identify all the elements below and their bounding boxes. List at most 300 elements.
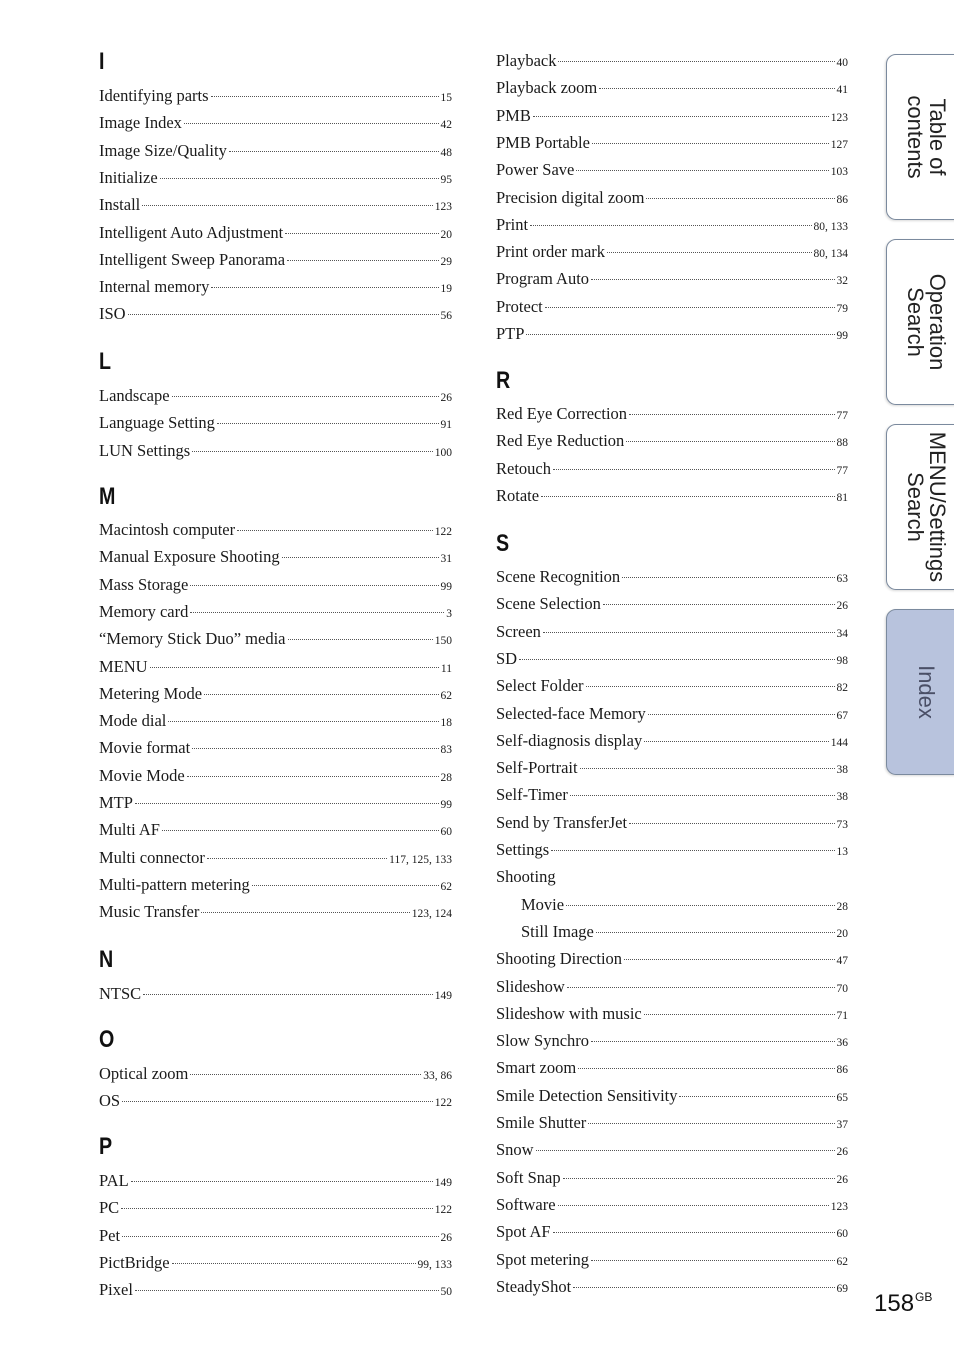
dot-leader <box>192 748 438 749</box>
page-reference[interactable]: 70 <box>836 982 848 995</box>
page-reference[interactable]: 11 <box>440 662 452 675</box>
index-entry[interactable] <box>99 385 452 407</box>
page-reference[interactable]: 98 <box>836 654 848 667</box>
index-term: Self-diagnosis display <box>496 730 643 750</box>
dot-leader <box>168 721 438 722</box>
index-entry[interactable] <box>99 628 452 650</box>
dot-leader <box>566 905 834 906</box>
index-term: PAL <box>99 1171 129 1190</box>
dot-leader <box>190 612 444 613</box>
dot-leader <box>607 252 811 253</box>
index-entry[interactable] <box>99 737 452 759</box>
index-term: Slow Synchro <box>496 1031 590 1051</box>
dot-leader <box>530 225 811 226</box>
page-reference[interactable]: 91 <box>440 419 452 432</box>
page-reference[interactable]: 71 <box>836 1009 848 1022</box>
index-entry[interactable] <box>496 132 848 154</box>
index-entry[interactable] <box>99 847 452 869</box>
section-letter: L <box>99 348 112 375</box>
index-entry[interactable] <box>496 430 848 452</box>
index-term: Print <box>496 214 529 234</box>
index-entry[interactable] <box>99 440 452 462</box>
page-number: $158^{GB}$ <box>874 1290 933 1317</box>
page-reference[interactable]: 26 <box>836 1173 848 1186</box>
page-reference[interactable]: 41 <box>836 84 848 97</box>
dot-leader <box>184 123 439 124</box>
page-reference[interactable]: 3 <box>446 607 452 620</box>
tab-table-of-contents[interactable] <box>886 54 954 220</box>
index-entry[interactable] <box>496 1112 848 1134</box>
page-reference[interactable]: 99 <box>836 330 848 342</box>
index-entry[interactable] <box>99 819 452 841</box>
dot-leader <box>626 441 834 442</box>
dot-leader <box>536 1150 835 1151</box>
page-reference[interactable]: 38 <box>836 764 848 777</box>
index-entry[interactable] <box>496 703 848 725</box>
index-entry[interactable] <box>99 1279 452 1301</box>
index-entry[interactable] <box>496 1167 848 1189</box>
page-reference[interactable]: 62 <box>440 880 452 893</box>
index-term: Playback zoom <box>496 78 598 98</box>
page-reference[interactable]: 26 <box>440 1231 452 1244</box>
index-entry[interactable] <box>496 1085 848 1107</box>
index-entry[interactable] <box>496 1249 848 1271</box>
index-entry[interactable] <box>496 296 848 318</box>
index-term: “Memory Stick Duo” media <box>99 629 286 649</box>
index-term: Protect <box>496 296 543 316</box>
page-reference[interactable]: 62 <box>836 1255 848 1268</box>
index-term: Screen <box>496 621 541 641</box>
dot-leader <box>576 170 828 171</box>
page-reference[interactable]: 99 <box>440 580 452 593</box>
page-reference[interactable]: 37 <box>836 1119 848 1131</box>
index-entry[interactable] <box>99 765 452 787</box>
dot-leader <box>596 932 835 933</box>
index-term: MTP <box>99 793 133 812</box>
page-reference[interactable]: 122 <box>434 526 452 538</box>
dot-leader <box>207 858 387 859</box>
index-term: Smile Detection Sensitivity <box>496 1085 678 1105</box>
dot-leader <box>588 1123 834 1124</box>
index-entry[interactable] <box>99 901 452 923</box>
index-entry[interactable] <box>99 412 452 434</box>
dot-leader <box>646 198 834 199</box>
index-entry[interactable] <box>99 1197 452 1219</box>
dot-leader <box>580 768 835 769</box>
index-entry[interactable] <box>99 546 452 568</box>
index-entry[interactable] <box>99 276 452 298</box>
index-entry[interactable] <box>496 214 848 236</box>
index-entry[interactable] <box>496 1030 848 1052</box>
dot-leader <box>543 632 835 633</box>
page-reference[interactable]: 56 <box>440 310 452 323</box>
dot-leader <box>526 334 834 335</box>
index-term: Smile Shutter <box>496 1113 587 1132</box>
page-reference[interactable]: 99, 133 <box>417 1258 452 1271</box>
tab-label: MENU/Settings Search <box>903 431 950 583</box>
dot-leader <box>541 496 834 497</box>
index-entry[interactable] <box>496 268 848 290</box>
page-reference[interactable]: 82 <box>836 682 848 695</box>
index-term: PMB <box>496 105 531 125</box>
dot-leader <box>558 1205 829 1206</box>
index-term: Software <box>496 1194 556 1214</box>
index-entry[interactable] <box>99 519 452 541</box>
dot-leader <box>288 639 433 640</box>
dot-leader <box>567 987 835 988</box>
index-entry[interactable] <box>99 656 452 678</box>
dot-leader <box>591 279 834 280</box>
dot-leader <box>553 1232 835 1233</box>
dot-leader <box>285 233 438 234</box>
dot-leader <box>211 287 438 288</box>
index-entry[interactable] <box>496 621 848 643</box>
page-reference[interactable]: 15 <box>440 92 452 104</box>
page-reference[interactable]: 20 <box>836 927 848 940</box>
dot-leader <box>135 803 439 804</box>
dot-leader <box>122 1101 433 1102</box>
page-reference[interactable]: 62 <box>440 689 452 702</box>
index-term: PMB Portable <box>496 132 590 152</box>
index-entry[interactable] <box>496 485 848 507</box>
page-reference[interactable]: 28 <box>836 900 848 913</box>
page-reference[interactable]: 88 <box>836 437 848 450</box>
index-term: Select Folder <box>496 676 584 696</box>
page-reference[interactable]: 13 <box>836 846 848 858</box>
index-entry[interactable] <box>496 757 848 779</box>
page-reference[interactable]: 38 <box>836 791 848 804</box>
index-entry[interactable] <box>496 187 848 209</box>
index-entry[interactable] <box>496 648 848 670</box>
page-reference[interactable]: 36 <box>836 1037 848 1050</box>
page-reference[interactable]: 42 <box>440 119 452 132</box>
section-letter: S <box>496 530 510 557</box>
index-term: Image Size/Quality <box>99 140 227 160</box>
index-term: Optical zoom <box>99 1064 189 1083</box>
dot-leader <box>591 1041 834 1042</box>
dot-leader <box>229 151 439 152</box>
index-entry[interactable] <box>496 784 848 806</box>
page-reference[interactable]: 29 <box>440 255 452 268</box>
page-reference[interactable]: 123 <box>830 111 848 124</box>
page-reference[interactable]: 26 <box>836 1146 848 1159</box>
dot-leader <box>190 585 438 586</box>
index-term: Slideshow with music <box>496 1003 642 1023</box>
index-term: Selected-face Memory <box>496 703 646 723</box>
page-reference[interactable]: 127 <box>830 138 848 151</box>
dot-leader <box>122 1236 438 1237</box>
page-reference[interactable]: 77 <box>836 464 848 477</box>
index-entry[interactable] <box>496 839 848 861</box>
dot-leader <box>629 414 834 415</box>
page-reference[interactable]: 80, 133 <box>813 220 848 233</box>
tab-label: Index <box>914 665 939 719</box>
index-term: Self-Timer <box>496 785 568 805</box>
page-reference[interactable]: 19 <box>440 283 452 296</box>
page-reference[interactable]: 31 <box>440 553 452 566</box>
index-term: Power Save <box>496 160 575 180</box>
dot-leader <box>237 530 433 531</box>
page-reference[interactable]: 149 <box>434 990 452 1002</box>
page-reference[interactable]: 60 <box>836 1228 848 1241</box>
index-entry[interactable] <box>99 1063 452 1085</box>
page-reference[interactable]: 20 <box>440 228 452 241</box>
page-reference[interactable]: 86 <box>836 1064 848 1077</box>
page-reference[interactable]: 47 <box>836 955 848 968</box>
page-reference[interactable]: 150 <box>434 635 452 648</box>
section-letter: R <box>496 367 511 394</box>
page-reference[interactable]: 73 <box>836 818 848 831</box>
dot-leader <box>211 96 439 97</box>
dot-leader <box>217 423 439 424</box>
index-term: Red Eye Correction <box>496 404 628 423</box>
index-term: Scene Recognition <box>496 567 621 586</box>
dot-leader <box>172 1263 416 1264</box>
index-term: Send by TransferJet <box>496 812 628 832</box>
index-entry[interactable] <box>99 792 452 814</box>
dot-leader <box>172 396 439 397</box>
page-reference[interactable]: 48 <box>440 146 452 159</box>
index-entry[interactable] <box>99 140 452 162</box>
page-reference[interactable]: 123, 124 <box>411 908 452 921</box>
index-term: OS <box>99 1091 121 1111</box>
page-reference[interactable]: 83 <box>440 744 452 757</box>
index-entry[interactable] <box>496 159 848 181</box>
page-reference[interactable]: 149 <box>434 1177 452 1189</box>
index-term: Multi-pattern metering <box>99 874 250 894</box>
index-entry[interactable] <box>99 1225 452 1247</box>
index-entry[interactable] <box>496 593 848 615</box>
page-reference[interactable]: 103 <box>830 166 848 179</box>
dot-leader <box>150 667 439 668</box>
index-entry[interactable] <box>99 112 452 134</box>
index-term: Snow <box>496 1140 534 1160</box>
dot-leader <box>162 830 439 831</box>
dot-leader <box>131 1181 433 1182</box>
page-reference[interactable]: 99 <box>440 799 452 811</box>
index-entry[interactable] <box>496 323 848 345</box>
index-entry[interactable] <box>496 1276 848 1298</box>
index-entry[interactable] <box>99 1090 452 1112</box>
dot-leader <box>578 1068 834 1069</box>
index-entry[interactable] <box>99 303 452 325</box>
dot-leader <box>622 577 834 578</box>
dot-leader <box>519 659 834 660</box>
page-reference[interactable]: 26 <box>440 392 452 404</box>
index-entry[interactable] <box>521 921 848 943</box>
dot-leader <box>142 205 433 206</box>
dot-leader <box>558 61 834 62</box>
page-reference[interactable]: 28 <box>440 771 452 784</box>
index-term: Mode dial <box>99 711 167 731</box>
index-term: Intelligent Auto Adjustment <box>99 222 284 242</box>
index-entry[interactable] <box>496 50 848 72</box>
page-reference[interactable]: 50 <box>440 1286 452 1299</box>
page-reference[interactable]: 80, 134 <box>813 248 848 261</box>
index-entry[interactable] <box>496 812 848 834</box>
page-reference[interactable]: 67 <box>836 709 848 722</box>
index-term: Movie <box>521 894 565 914</box>
dot-leader <box>160 178 439 179</box>
index-entry[interactable] <box>99 874 452 896</box>
index-term: PictBridge <box>99 1252 170 1272</box>
dot-leader <box>204 694 438 695</box>
index-term: Landscape <box>99 386 170 405</box>
index-entry[interactable] <box>496 566 848 588</box>
page-reference[interactable]: 69 <box>836 1282 848 1295</box>
index-entry[interactable] <box>496 458 848 480</box>
dot-leader <box>679 1096 834 1097</box>
index-term: SteadyShot <box>496 1276 572 1296</box>
index-term: Slideshow <box>496 976 565 996</box>
dot-leader <box>252 885 439 886</box>
index-entry[interactable] <box>496 866 848 888</box>
index-term: Multi AF <box>99 820 160 840</box>
index-term: PTP <box>496 324 525 343</box>
page-reference[interactable]: 122 <box>434 1097 452 1110</box>
index-term: Settings <box>496 840 550 859</box>
dot-leader <box>287 260 438 261</box>
index-term: Smart zoom <box>496 1058 577 1078</box>
index-term: Image Index <box>99 113 182 133</box>
dot-leader <box>586 686 835 687</box>
page-reference[interactable]: 32 <box>836 275 848 288</box>
page-reference[interactable]: 122 <box>434 1204 452 1217</box>
page-reference[interactable]: 79 <box>836 302 848 315</box>
index-entry[interactable] <box>99 249 452 271</box>
index-term: MENU <box>99 656 148 676</box>
page-reference[interactable]: 100 <box>434 446 452 459</box>
page-reference[interactable]: 65 <box>836 1091 848 1104</box>
section-letter: M <box>99 483 116 510</box>
index-entry[interactable] <box>496 730 848 752</box>
section-letter: N <box>99 946 114 973</box>
page-reference[interactable]: 144 <box>830 736 848 749</box>
index-term: Multi connector <box>99 847 205 867</box>
index-term: Retouch <box>496 458 551 478</box>
index-term: Self-Portrait <box>496 758 578 778</box>
page-reference[interactable]: 77 <box>836 410 848 422</box>
dot-leader <box>592 143 829 144</box>
index-term: Internal memory <box>99 277 210 297</box>
index-term: Initialize <box>99 167 158 187</box>
index-entry[interactable] <box>496 976 848 998</box>
page-reference[interactable]: 34 <box>836 627 848 640</box>
page-reference[interactable]: 86 <box>836 193 848 206</box>
page-reference[interactable]: 117, 125, 133 <box>389 853 452 866</box>
page-reference[interactable]: 33, 86 <box>423 1070 452 1082</box>
page-reference[interactable]: 123 <box>830 1200 848 1213</box>
index-entry[interactable] <box>496 1057 848 1079</box>
index-term: ISO <box>99 304 126 324</box>
page-reference[interactable]: 60 <box>440 826 452 839</box>
index-entry[interactable] <box>496 241 848 263</box>
dot-leader <box>545 307 835 308</box>
dot-leader <box>135 1290 439 1291</box>
index-term: Red Eye Reduction <box>496 431 625 451</box>
tab-operation-search[interactable] <box>886 239 954 405</box>
index-term: Spot metering <box>496 1249 590 1269</box>
index-term: Scene Selection <box>496 594 601 614</box>
section-letter: P <box>99 1133 113 1160</box>
dot-leader <box>629 823 834 824</box>
index-entry[interactable] <box>496 948 848 970</box>
index-entry[interactable] <box>99 574 452 596</box>
index-term: Install <box>99 195 141 215</box>
index-entry[interactable] <box>496 1003 848 1025</box>
index-term: Macintosh computer <box>99 520 236 539</box>
dot-leader <box>603 604 835 605</box>
index-term: Music Transfer <box>99 902 200 922</box>
index-term: Metering Mode <box>99 683 203 703</box>
index-entry[interactable] <box>99 1170 452 1192</box>
index-term: SD <box>496 648 518 668</box>
index-entry[interactable] <box>496 403 848 425</box>
dot-leader <box>121 1208 433 1209</box>
dot-leader <box>624 959 834 960</box>
index-term: Program Auto <box>496 269 590 289</box>
page-reference[interactable]: 63 <box>836 573 848 585</box>
index-entry[interactable] <box>99 683 452 705</box>
section-letter: I <box>99 48 105 75</box>
index-entry[interactable] <box>496 1194 848 1216</box>
page-reference[interactable]: 123 <box>434 201 452 214</box>
index-term: Print order mark <box>496 242 606 262</box>
tab-index[interactable] <box>886 609 954 775</box>
index-term: Soft Snap <box>496 1167 561 1187</box>
index-term: Mass Storage <box>99 574 189 594</box>
dot-leader <box>570 795 835 796</box>
index-entry[interactable] <box>496 1221 848 1243</box>
dot-leader <box>282 557 439 558</box>
page-reference[interactable]: 40 <box>836 57 848 69</box>
index-term: Shooting Direction <box>496 949 623 969</box>
page-reference[interactable]: 18 <box>440 717 452 730</box>
index-entry[interactable] <box>99 710 452 732</box>
index-entry[interactable] <box>99 983 452 1005</box>
index-term: Pixel <box>99 1280 133 1300</box>
index-entry[interactable] <box>521 894 848 916</box>
index-entry[interactable] <box>496 105 848 127</box>
page-reference[interactable]: 26 <box>836 600 848 613</box>
index-entry[interactable] <box>99 601 452 623</box>
index-entry[interactable] <box>99 222 452 244</box>
index-term: LUN Settings <box>99 440 191 460</box>
index-entry[interactable] <box>99 167 452 189</box>
page-reference[interactable]: 95 <box>440 173 452 186</box>
index-term: NTSC <box>99 984 142 1003</box>
index-entry[interactable] <box>496 1139 848 1161</box>
index-entry[interactable] <box>496 675 848 697</box>
dot-leader <box>551 850 834 851</box>
page-reference[interactable]: 81 <box>836 491 848 504</box>
index-entry[interactable] <box>496 77 848 99</box>
dot-leader <box>573 1287 834 1288</box>
dot-leader <box>187 776 439 777</box>
tab-label: Table of contents <box>903 95 950 179</box>
index-term: Pet <box>99 1225 121 1245</box>
index-term: Memory card <box>99 601 189 621</box>
index-entry[interactable] <box>99 1252 452 1274</box>
index-term: Movie format <box>99 738 191 758</box>
dot-leader <box>648 714 835 715</box>
index-term: Spot AF <box>496 1222 551 1242</box>
index-entry[interactable] <box>99 85 452 107</box>
index-term: Precision digital zoom <box>496 187 645 207</box>
tab-menu-settings-search[interactable] <box>886 424 954 590</box>
dot-leader <box>591 1260 834 1261</box>
index-entry[interactable] <box>99 194 452 216</box>
